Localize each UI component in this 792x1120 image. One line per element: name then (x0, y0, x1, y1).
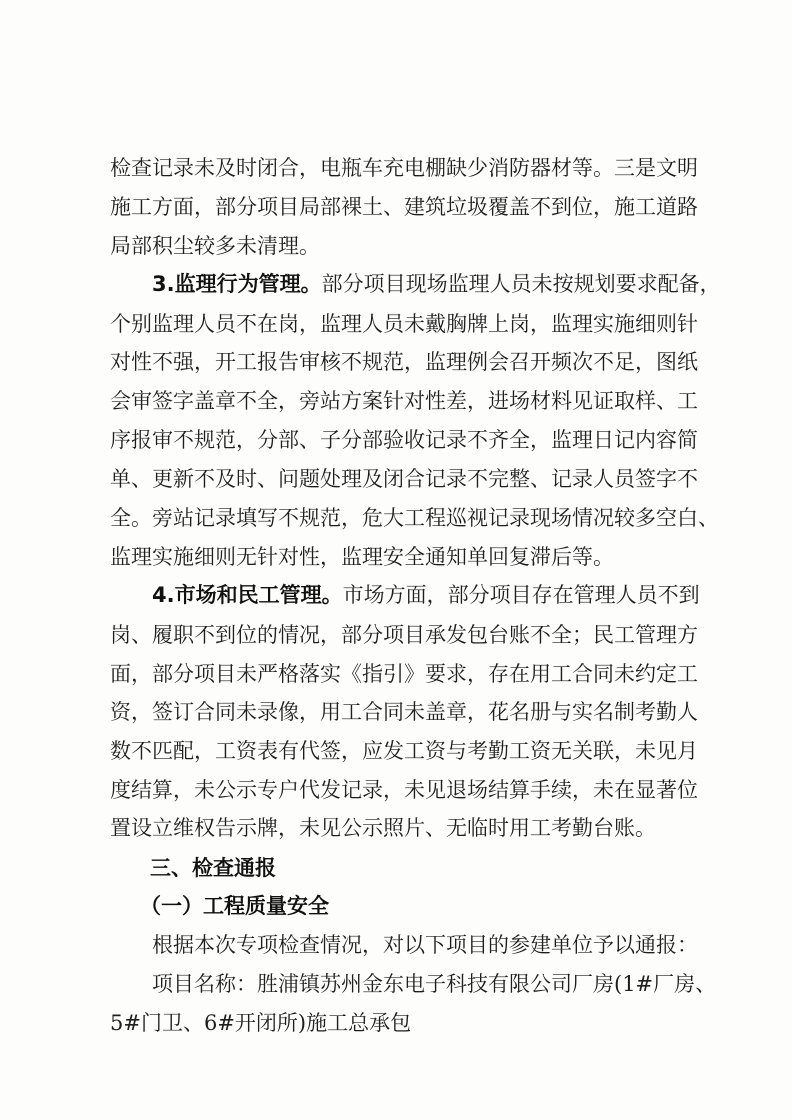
project-name-line (152, 966, 716, 1002)
section-heading-supervision: 3.监理行为管理。 (152, 272, 322, 296)
text-line (110, 810, 656, 846)
text-line (110, 383, 698, 419)
text-line (152, 927, 698, 963)
text-run: 局部积尘较多未清理。 (110, 234, 320, 258)
text-line (110, 617, 698, 653)
text-line (110, 539, 614, 575)
text-line (152, 577, 700, 613)
text-line (110, 422, 698, 458)
text-run: 部分项目现场监理人员未按规划要求配备， (321, 272, 721, 296)
text-run: 对性不强，开工报告审核不规范，监理例会召开频次不足，图纸 (110, 350, 698, 374)
text-line (152, 266, 721, 302)
text-run: 全。旁站记录填写不规范，危大工程巡视记录现场情况较多空白、 (110, 506, 719, 530)
heading-text: 三、检查通报 (150, 856, 276, 880)
text-run: 检查记录未及时闭合，电瓶车充电棚缺少消防器材等。三是文明 (110, 156, 698, 180)
text-line (110, 461, 698, 497)
text-run: 资，签订合同未录像，用工合同未盖章，花名册与实名制考勤人 (110, 700, 698, 724)
text-line (110, 656, 698, 692)
heading-text: （一）工程质量安全 (140, 894, 329, 918)
text-line (110, 772, 698, 808)
text-run: 市场方面，部分项目存在管理人员不到 (342, 583, 700, 607)
text-run: 项目名称：胜浦镇苏州金东电子科技有限公司厂房(1#厂房、 (152, 972, 717, 996)
text-line (110, 150, 698, 186)
text-run: 数不匹配，工资表有代签，应发工资与考勤工资无关联，未见月 (110, 739, 698, 763)
text-line (110, 1005, 411, 1041)
text-line (110, 733, 698, 769)
section-heading-market: 4.市场和民工管理。 (152, 583, 343, 607)
text-run: 5#门卫、6#开闭所)施工总承包 (110, 1011, 412, 1035)
section-title-inspection (150, 850, 276, 886)
text-line (110, 228, 320, 264)
text-run: 个别监理人员不在岗，监理人员未戴胸牌上岗，监理实施细则针 (110, 312, 698, 336)
text-run: 单、更新不及时、问题处理及闭合记录不完整、记录人员签字不 (110, 467, 698, 491)
subsection-title-quality-safety (140, 888, 329, 924)
text-line (110, 500, 719, 536)
text-run: 置设立维权告示牌，未见公示照片、无临时用工考勤台账。 (110, 816, 656, 840)
text-run: 根据本次专项检查情况，对以下项目的参建单位予以通报： (152, 933, 698, 957)
text-line (110, 694, 698, 730)
text-line (110, 189, 698, 225)
text-run: 监理实施细则无针对性，监理安全通知单回复滞后等。 (110, 545, 614, 569)
text-run: 会审签字盖章不全，旁站方案针对性差，进场材料见证取样、工 (110, 389, 698, 413)
text-run: 序报审不规范，分部、子分部验收记录不齐全，监理日记内容简 (110, 428, 698, 452)
text-run: 岗、履职不到位的情况，部分项目承发包台账不全；民工管理方 (110, 623, 698, 647)
text-line (110, 306, 698, 342)
text-run: 度结算，未公示专户代发记录，未见退场结算手续，未在显著位 (110, 778, 698, 802)
text-line (110, 344, 698, 380)
text-run: 面，部分项目未严格落实《指引》要求，存在用工合同未约定工 (110, 662, 698, 686)
text-run: 施工方面，部分项目局部裸土、建筑垃圾覆盖不到位，施工道路 (110, 195, 698, 219)
